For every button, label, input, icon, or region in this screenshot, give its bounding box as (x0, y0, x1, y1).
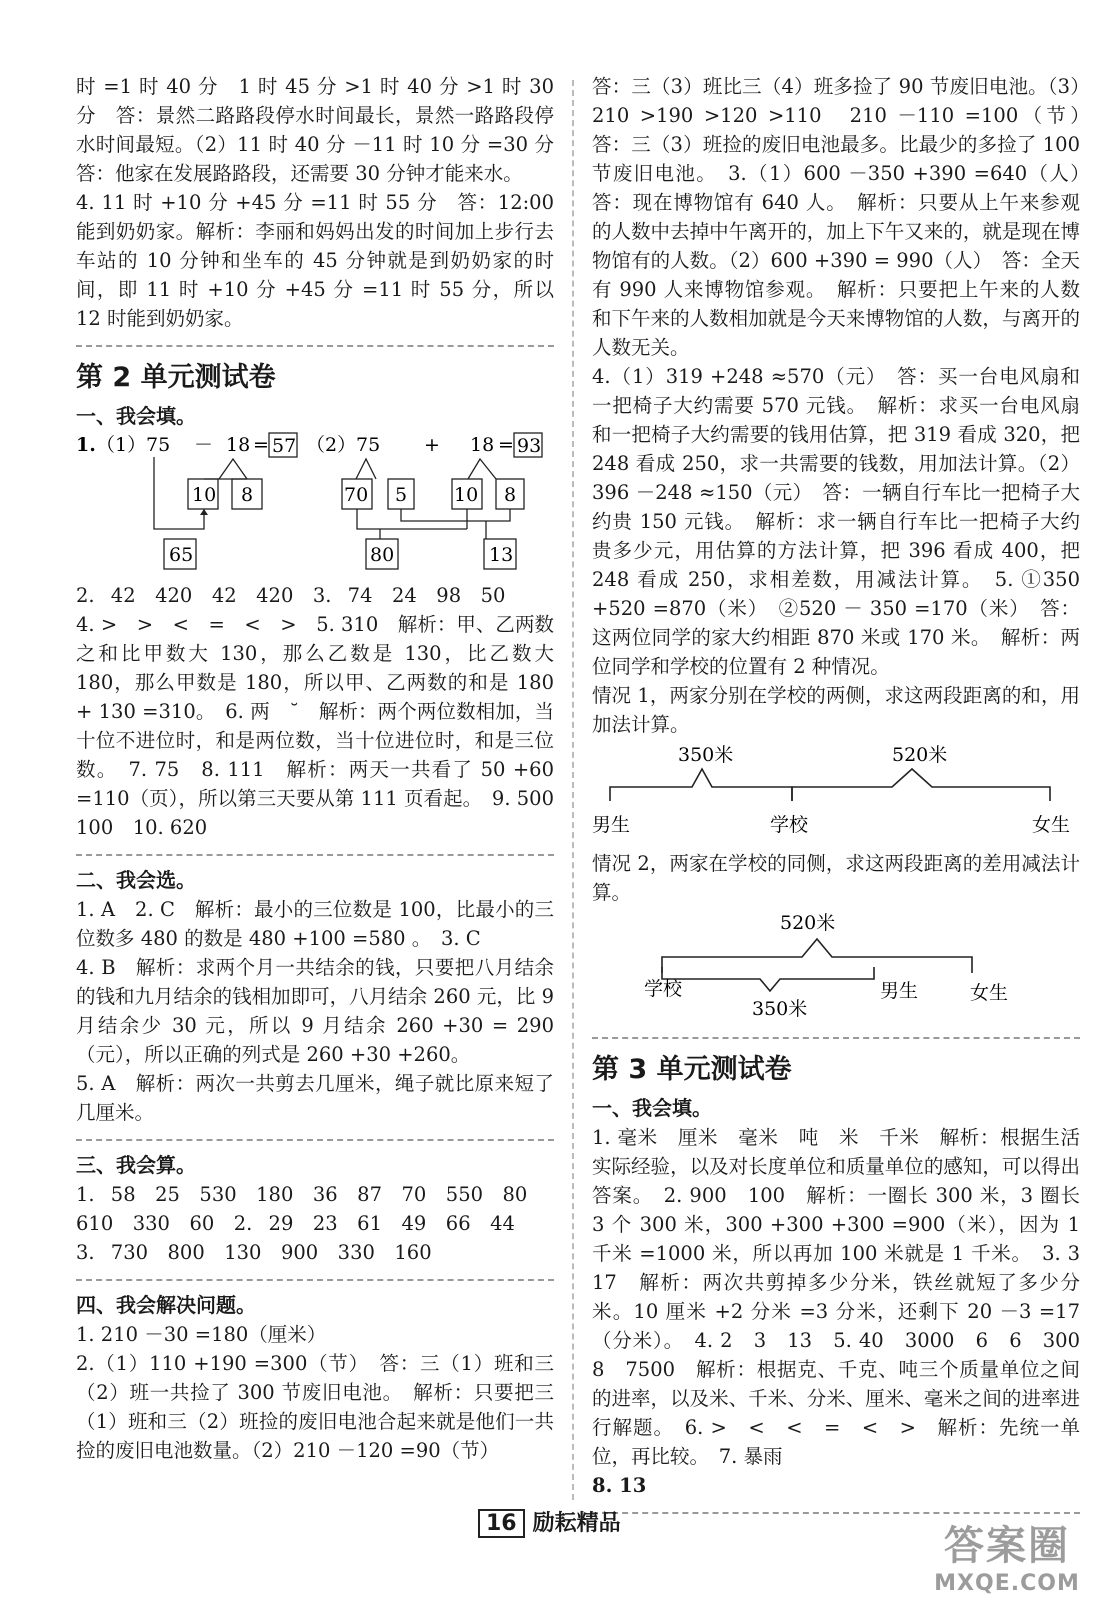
fig1-brace-350 (610, 769, 792, 801)
diagram-a-b1: 10 (192, 484, 217, 506)
unit2-s1-q2-3: 2. 42 420 42 420 3. 74 24 98 50 (76, 584, 506, 607)
diagram-a-label: （1） (96, 434, 147, 456)
unit2-section4-title: 四、我会解决问题。 (76, 1293, 256, 1317)
unit2-s2-q4: 4. B 解析：求两个月一共结余的钱，只要把八月结余的钱和九月结余的钱相加即可，八月结余 260 元，比 9 月结余少 30 元，所以 9 月结余 260 +30 = 290（元），所以正确的列式是 260 +30 +260。 (76, 956, 554, 1066)
unit2-section2-title: 二、我会选。 (76, 868, 196, 892)
diagram-b-split-lines-1 (356, 459, 376, 479)
page-number: 16 (478, 1509, 525, 1538)
diagram-a-b3: 65 (169, 544, 194, 566)
diagram-a-split-lines (219, 459, 247, 479)
fig2-label-school: 学校 (644, 978, 683, 1000)
diagram-b-b3: 10 (454, 484, 479, 506)
case2-text: 情况 2，两家在学校的同侧，求这两段距离的差用减法计算。 (592, 852, 1080, 904)
watermark-url: MXQE.COM (934, 1571, 1080, 1596)
fig2-d2: 350米 (752, 998, 808, 1020)
unit2-s3-line3: 3. 730 800 130 900 330 160 (76, 1241, 432, 1264)
diagram-b-connector-1 (357, 509, 467, 529)
fig1-label-school: 学校 (770, 814, 809, 836)
section-divider (76, 854, 554, 856)
diagram-a-n2: 18 (226, 434, 251, 456)
section-divider (76, 345, 554, 347)
unit3-title: 第 3 单元测试卷 (592, 1054, 792, 1085)
unit2-s3-line1: 1. 58 25 530 180 36 87 70 550 80 (76, 1183, 528, 1206)
fig2-label-girl: 女生 (970, 982, 1009, 1004)
unit2-s3-line2: 610 330 60 2. 29 23 61 49 66 44 (76, 1212, 515, 1235)
diagram-b-op: + (424, 434, 440, 456)
prev-answer-1: 时 =1 时 40 分 1 时 45 分 >1 时 40 分 >1 时 30 分 答：景然二路路段停水时间最长，景然一路路段停水时间最短。（2）11 时 40 分 －11 时 10 分 =30 分 答：他家在发展路路段，还需要 30 分钟才能来水。 (76, 75, 574, 185)
diagram-b-label: （2） (306, 434, 357, 456)
diagram-b-eq: = (498, 434, 514, 456)
diagram-a-op: － (194, 434, 214, 456)
diagram-b-result: 93 (517, 435, 542, 457)
fig1-d2: 520米 (892, 744, 948, 766)
number-split-diagram (76, 431, 554, 581)
diagram-a-eq: = (253, 434, 269, 456)
distance-diagram-1 (592, 739, 1080, 849)
watermark-logo-text: 答案圈 (944, 1523, 1070, 1569)
unit2-s4-q4-5: 4.（1）319 +248 ≈570（元） 答：买一台电风扇和一把椅子大约需要 570 元钱。 解析：求买一台电风扇和一把椅子大约需要的钱用估算，把 319 看成 320，把 248 看成 250，求一共需要的钱数，用加法计算。（2）396 －248 ≈150（元） 答：一辆自行车比一把椅子大约贵 150 元钱。 解析：求一辆自行车比一把椅子大约贵多少元，用估算的方法计算，把 396 看成 400，把 248 看成 250，求相差数，用减法计算。 5. ①350 +520 =870（米） ②520 － 350 =170（米） 答：这两位同学的家大约相距 870 米或 170 米。 解析：两位同学和学校的位置有 2 种情况。 (592, 365, 1080, 678)
unit2-section1-title: 一、我会填。 (76, 404, 196, 428)
diagram-b-b4: 8 (504, 484, 517, 506)
watermark (912, 1514, 1102, 1596)
unit3-section1-title: 一、我会填。 (592, 1096, 712, 1120)
unit3-s1-answers: 1. 毫米 厘米 毫米 吨 米 千米 解析：根据生活实际经验，以及对长度单位和质量单位的感知，可以得出答案。 2. 900 100 解析：一圈长 300 米，3 圈长 3 个 300 米，300 +300 +300 =900（米），因为 1 千米 =1000 米，所以再加 100 米就是 1 千米。 3. 3 17 解析：两次共剪掉多少分米，铁丝就短了多少分米。10 厘米 +2 分米 =3 分米，还剩下 20 －3 =17（分米）。 4. 2 3 13 5. 40 3000 6 6 300 8 7500 解析：根据克、千克、吨三个质量单位之间的进率，以及米、千米、分米、厘米、毫米之间的进率进行解题。 6. > < < = < > 解析：先统一单位，再比较。 7. 暴雨 (592, 1126, 1100, 1468)
case1-text: 情况 1，两家分别在学校的两侧，求这两段距离的和，用加法计算。 (592, 684, 1080, 736)
fig2-d1: 520米 (780, 912, 836, 934)
diagram-a-n1: 75 (146, 434, 171, 456)
diagram-b-n2: 18 (470, 434, 495, 456)
fig2-brace-350 (662, 967, 874, 991)
diagram-b-n1: 75 (356, 434, 381, 456)
section-divider (592, 1037, 1080, 1039)
section-divider (76, 1139, 554, 1141)
diagram-b-b6: 13 (489, 544, 514, 566)
unit2-s4-q2: 2.（1）110 +190 =300（节） 答：三（1）班和三（2）班一共捡了 300 节废旧电池。 解析：只要把三（1）班和三（2）班捡的废旧电池合起来就是他们一共捡的废旧电池数量。（2）210 －120 =90（节） (76, 1352, 554, 1462)
fig2-brace-520 (662, 939, 972, 973)
unit2-section3-title: 三、我会算。 (76, 1153, 196, 1177)
diagram-a-result: 57 (272, 435, 297, 457)
diagram-b-b1: 70 (344, 484, 369, 506)
prev-answer-2: 4. 11 时 +10 分 +45 分 =11 时 55 分 答：12:00 能到奶奶家。解析：李丽和妈妈出发的时间加上步行去车站的 10 分钟和坐车的 45 分钟就是到奶奶家的时间，即 11 时 +10 分 +45 分 =11 时 55 分，所以 12 时能到奶奶家。 (76, 191, 554, 330)
diagram-a-b2: 8 (241, 484, 254, 506)
unit2-s2-q1-3: 1. A 2. C 解析：最小的三位数是 100，比最小的三位数多 480 的数是 480 +100 =580 。 3. C (76, 898, 554, 950)
fig1-label-boy: 男生 (592, 814, 631, 836)
unit2-title: 第 2 单元测试卷 (76, 362, 276, 393)
diagram-b-connector-2 (401, 509, 510, 521)
fig1-label-girl: 女生 (1032, 814, 1071, 836)
unit2-s2-q5: 5. A 解析：两次一共剪去几厘米，绳子就比原来短了几厘米。 (76, 1072, 554, 1124)
unit2-s1-q4-10: 4. > > < = < > 5. 310 解析：甲、乙两数之和比甲数大 130，那么乙数是 130，比乙数大 180，那么甲数是 180，所以甲、乙两数的和是 180 + 130 =310。 6. 两 ˘ 解析：两个两位数相加，当十位不进位时，和是两位数，当十位进位时，和是三位数。 7. 75 8. 111 解析：两天一共看了 50 +60 =110（页），所以第三天要从第 111 页看起。 9. 500 100 10. 620 (76, 613, 574, 839)
page-footer (478, 1506, 658, 1540)
fig2-label-boy: 男生 (880, 980, 919, 1002)
distance-diagram-2 (592, 907, 1080, 1025)
diagram-a-arrow (200, 509, 208, 515)
fig1-brace-520 (792, 769, 1050, 801)
fig1-d1: 350米 (678, 744, 734, 766)
left-column (76, 72, 574, 1465)
unit3-s1-q8: 8. 13 (592, 1474, 647, 1497)
diagram-b-b5: 80 (370, 544, 395, 566)
diagram-b-split-lines-2 (468, 459, 496, 479)
unit2-s4-q2-cont: 答：三（3）班比三（4）班多捡了 90 节废旧电池。（3）210 >190 >120 >110 210 －110 =100（节） 答：三（3）班捡的废旧电池最多。比最少的多捡了 100 节废旧电池。 3.（1）600 －350 +390 =640（人） 答：现在博物馆有 640 人。 解析：只要从上午来参观的人数中去掉中午离开的，加上下午又来的，就是现在博物馆有的人数。（2）600 +390 = 990（人） 答：全天有 990 人来博物馆参观。 解析：只要把上午来的人数和下午来的人数相加就是今天来博物馆的人数，与离开的人数无关。 (592, 75, 1100, 359)
right-column (592, 72, 1100, 1522)
section-divider (76, 1279, 554, 1281)
brand-name: 励耘精品 (532, 1511, 621, 1536)
diagram-b-b2: 5 (395, 484, 408, 506)
unit2-s4-q1: 1. 210 －30 =180（厘米） (76, 1323, 327, 1346)
q1-label: 1. (76, 434, 96, 456)
